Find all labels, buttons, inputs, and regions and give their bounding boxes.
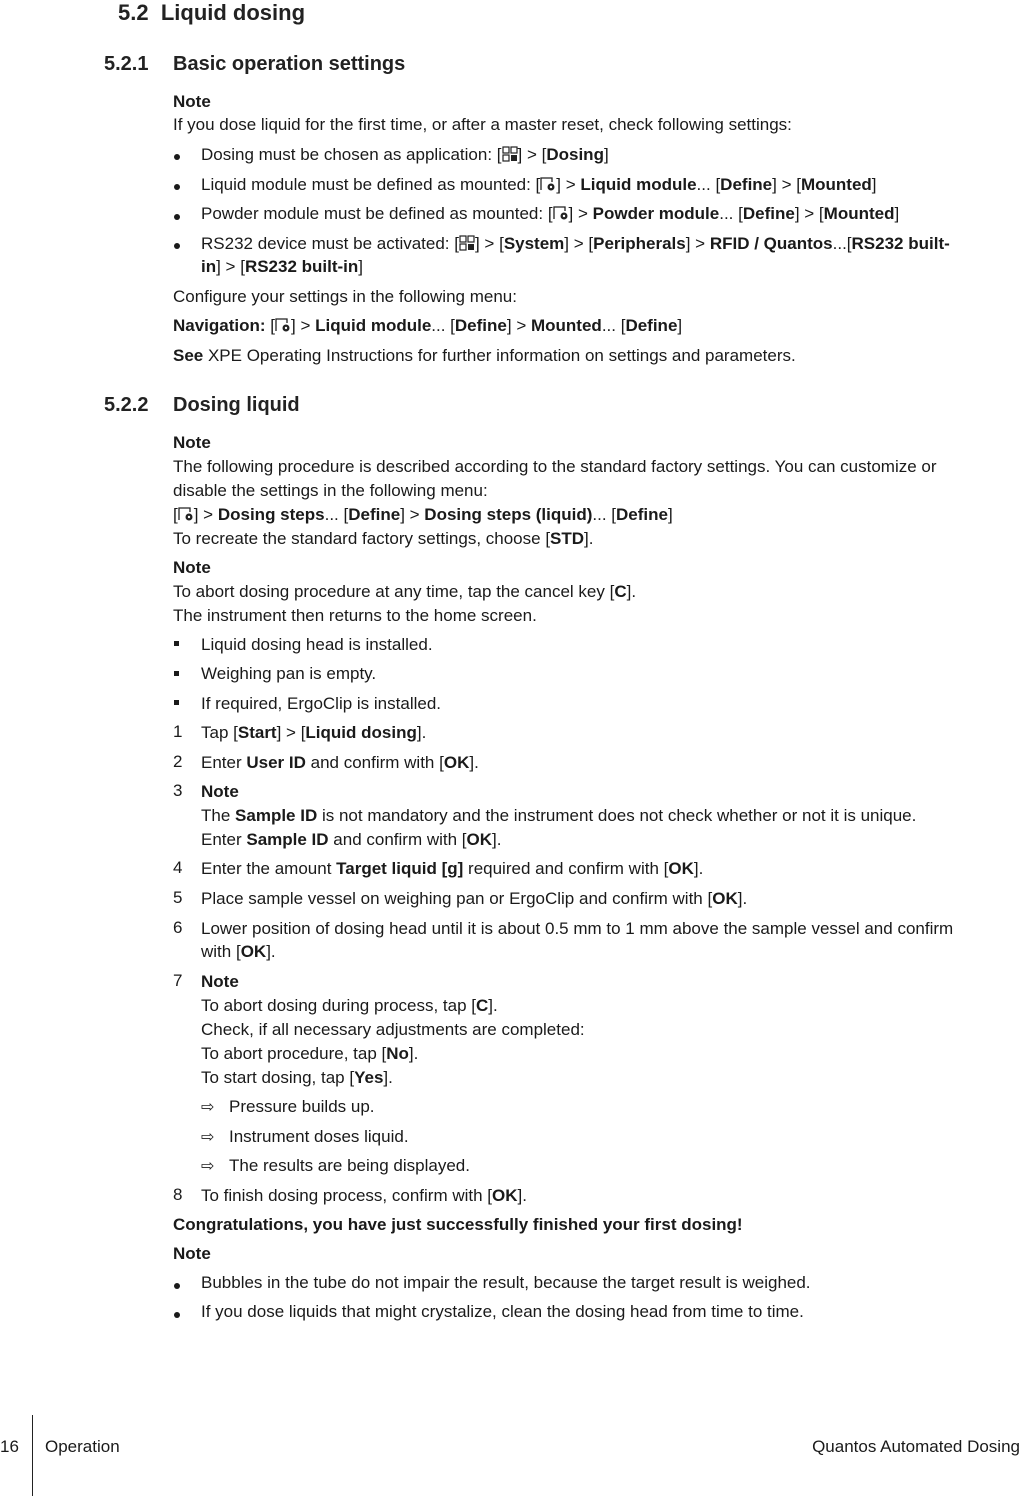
step-number: 2 (173, 752, 183, 771)
section-title: Liquid dosing (160, 0, 306, 25)
result-arrow-icon: ⇨ (201, 1158, 215, 1175)
result-item: The results are being displayed. (229, 1156, 470, 1175)
applications-icon (459, 235, 475, 251)
setting-dosing-application: Dosing must be chosen as application: [ ] > [Dosing] (201, 145, 609, 164)
configure-text: Configure your settings in the following menu: (173, 287, 517, 306)
step-6-line-1: Lower position of dosing head until it is about 0.5 mm to 1 mm above the sample vessel and confirm (201, 919, 954, 938)
subsection-title: Basic operation settings (173, 53, 406, 75)
step-number: 5 (173, 888, 183, 907)
settings-icon (553, 205, 569, 221)
bullet-dot (174, 1283, 180, 1289)
final-note-item: Bubbles in the tube do not impair the result, because the target result is weighed. (201, 1273, 811, 1292)
step-number: 3 (173, 781, 183, 800)
step-5: Place sample vessel on weighing pan or ErgoClip and confirm with [OK]. (201, 889, 748, 908)
step-8: To finish dosing process, confirm with [OK]. (201, 1186, 527, 1205)
settings-icon (178, 506, 194, 522)
step-6-line-2: with [OK]. (201, 942, 276, 961)
section-heading (118, 0, 305, 26)
step-4: Enter the amount Target liquid [g] required and confirm with [OK]. (201, 859, 704, 878)
congratulations-text: Congratulations, you have just successfully finished your first dosing! (173, 1215, 743, 1234)
step-7-line-2: Check, if all necessary adjustments are completed: (201, 1020, 585, 1039)
step-number: 1 (173, 722, 183, 741)
setting-rs232-line2: in] > [RS232 built-in] (201, 257, 364, 276)
see-reference: See XPE Operating Instructions for further information on settings and parameters. (173, 346, 796, 365)
page-number: 16 (0, 1437, 19, 1456)
subsection-title: Dosing liquid (173, 394, 300, 416)
precondition-item: If required, ErgoClip is installed. (201, 694, 442, 713)
step-7-line-3: To abort procedure, tap [No]. (201, 1044, 419, 1063)
step-3-line-1: The Sample ID is not mandatory and the instrument does not check whether or not it is unique. (201, 806, 917, 825)
setting-liquid-module: Liquid module must be defined as mounted: [ ] > Liquid module... [Define] > [Mounted] (201, 175, 877, 194)
step-number: 4 (173, 858, 183, 877)
footer-divider (32, 1415, 33, 1496)
bullet-square (174, 641, 179, 646)
footer-product: Quantos Automated Dosing (812, 1437, 1020, 1456)
settings-icon (275, 317, 291, 333)
setting-powder-module: Powder module must be defined as mounted: [ ] > Powder module... [Define] > [Mounted] (201, 204, 900, 223)
procedure-text-1: The following procedure is described according to the standard factory settings. You can customize or (173, 457, 937, 476)
subsection-heading-dosing (104, 394, 300, 417)
step-number: 6 (173, 918, 183, 937)
step-1: Tap [Start] > [Liquid dosing]. (201, 723, 427, 742)
applications-icon (502, 146, 518, 162)
bullet-square (174, 671, 179, 676)
step-number: 8 (173, 1185, 183, 1204)
note-label: Note (173, 1244, 211, 1263)
note-label: Note (173, 92, 211, 111)
subsection-number: 5.2.1 (104, 53, 149, 75)
result-arrow-icon: ⇨ (201, 1099, 215, 1116)
setting-rs232-line1: RS232 device must be activated: [ ] > [System] > [Peripherals] > RFID / Quantos...[RS232 built- (201, 234, 950, 253)
step-3-note-label: Note (201, 782, 239, 801)
bullet-dot (174, 1312, 180, 1318)
bullet-dot (174, 184, 180, 190)
footer-section: Operation (45, 1437, 120, 1456)
result-item: Instrument doses liquid. (229, 1127, 409, 1146)
bullet-dot (174, 214, 180, 220)
section-number: 5.2 (118, 0, 149, 25)
dosing-steps-path: [ ] > Dosing steps... [Define] > Dosing steps (liquid)... [Define] (173, 505, 673, 524)
precondition-item: Liquid dosing head is installed. (201, 635, 433, 654)
bullet-square (174, 700, 179, 705)
step-7-line-4: To start dosing, tap [Yes]. (201, 1068, 393, 1087)
step-7-line-1: To abort dosing during process, tap [C]. (201, 996, 498, 1015)
bullet-dot (174, 154, 180, 160)
step-number: 7 (173, 971, 183, 990)
std-text: To recreate the standard factory settings, choose [STD]. (173, 529, 594, 548)
step-2: Enter User ID and confirm with [OK]. (201, 753, 479, 772)
subsection-heading-basic (104, 53, 405, 76)
navigation-path: Navigation: [ ] > Liquid module... [Define] > Mounted... [Define] (173, 316, 683, 335)
intro-text: If you dose liquid for the first time, or after a master reset, check following settings: (173, 115, 792, 134)
procedure-text-2: disable the settings in the following menu: (173, 481, 488, 500)
note-label: Note (173, 558, 211, 577)
step-7-note-label: Note (201, 972, 239, 991)
final-note-item: If you dose liquids that might crystalize, clean the dosing head from time to time. (201, 1302, 804, 1321)
result-arrow-icon: ⇨ (201, 1129, 215, 1146)
precondition-item: Weighing pan is empty. (201, 664, 377, 683)
settings-icon (540, 176, 556, 192)
abort-text-1: To abort dosing procedure at any time, tap the cancel key [C]. (173, 582, 637, 601)
note-label: Note (173, 433, 211, 452)
subsection-number: 5.2.2 (104, 394, 149, 416)
bullet-dot (174, 243, 180, 249)
result-item: Pressure builds up. (229, 1097, 375, 1116)
step-3-line-2: Enter Sample ID and confirm with [OK]. (201, 830, 502, 849)
abort-text-2: The instrument then returns to the home screen. (173, 606, 537, 625)
